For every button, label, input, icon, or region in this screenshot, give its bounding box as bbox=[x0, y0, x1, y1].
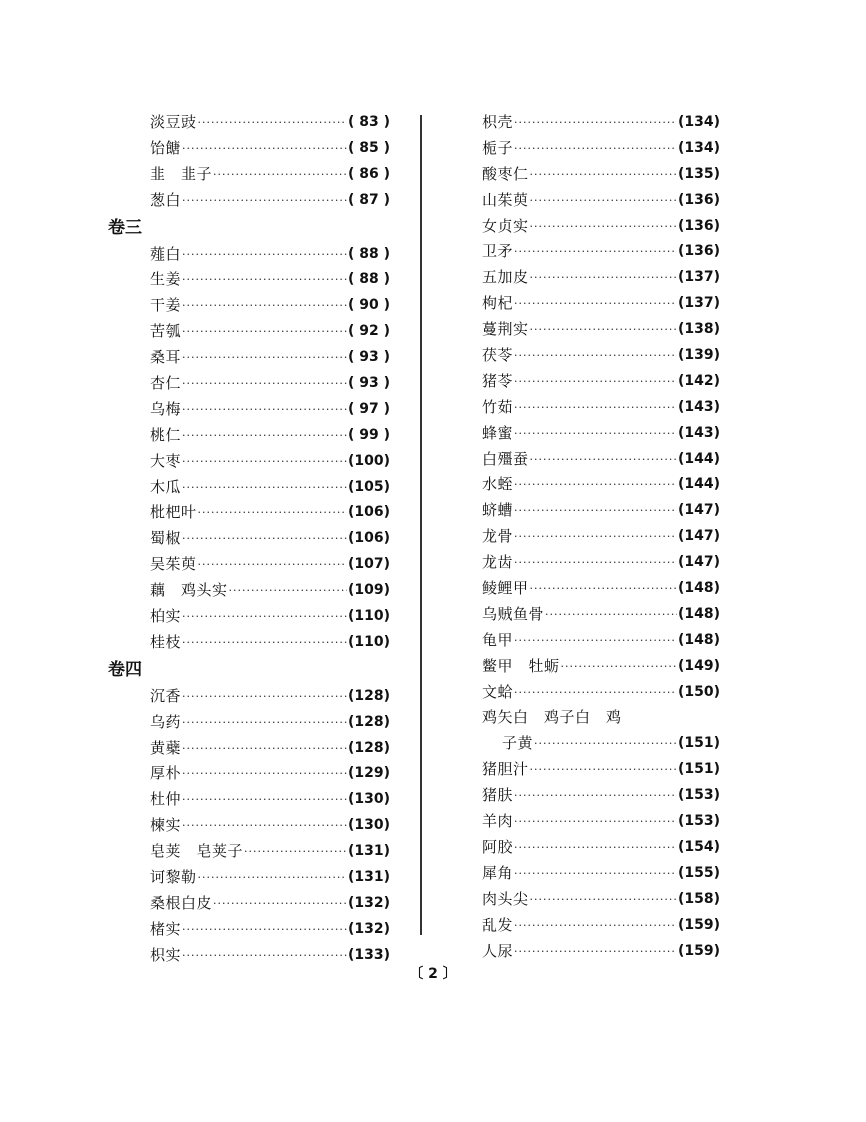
entry-title: 楮实 bbox=[150, 919, 182, 938]
toc-entry bbox=[482, 136, 720, 162]
entry-title: 猪苓 bbox=[482, 371, 514, 390]
entry-title: 水蛭 bbox=[482, 475, 514, 494]
entry-title: 干姜 bbox=[150, 296, 182, 315]
entry-page-number: (151) bbox=[677, 735, 720, 752]
dot-leader bbox=[182, 345, 347, 371]
toc-entry bbox=[108, 917, 390, 943]
entry-page-number: (155) bbox=[677, 864, 720, 881]
dot-leader bbox=[514, 939, 677, 965]
entry-title: 枇杷叶 bbox=[150, 503, 197, 522]
entry-page-number: (138) bbox=[677, 321, 720, 338]
dot-leader bbox=[182, 813, 347, 839]
entry-page-number: (150) bbox=[677, 683, 720, 700]
dot-leader bbox=[514, 239, 677, 265]
toc-entry bbox=[482, 291, 720, 317]
entry-page-number: (128) bbox=[347, 687, 390, 704]
dot-leader bbox=[514, 524, 677, 550]
entry-page-number: (159) bbox=[677, 942, 720, 959]
entry-title: 杏仁 bbox=[150, 374, 182, 393]
dot-leader bbox=[514, 291, 677, 317]
toc-entry bbox=[482, 110, 720, 136]
entry-title: 蔓荆实 bbox=[482, 320, 529, 339]
toc-entry bbox=[108, 449, 390, 475]
toc-entry bbox=[482, 317, 720, 343]
dot-leader bbox=[182, 736, 347, 762]
toc-entry bbox=[482, 783, 720, 809]
toc-entry bbox=[482, 680, 720, 706]
toc-entry bbox=[482, 369, 720, 395]
entry-page-number: (143) bbox=[677, 424, 720, 441]
toc-entry bbox=[482, 757, 720, 783]
entry-page-number: (147) bbox=[677, 554, 720, 571]
entry-page-number: (107) bbox=[347, 556, 390, 573]
dot-leader bbox=[182, 397, 347, 423]
dot-leader bbox=[182, 710, 347, 736]
dot-leader bbox=[530, 265, 677, 291]
toc-entry bbox=[482, 939, 720, 965]
toc-entry bbox=[108, 162, 390, 188]
entry-title: 蛴螬 bbox=[482, 501, 514, 520]
entry-title: 淡豆豉 bbox=[150, 113, 197, 131]
entry-title: 人尿 bbox=[482, 941, 514, 960]
entry-page-number: (147) bbox=[677, 528, 720, 545]
entry-title: 沉香 bbox=[150, 686, 182, 705]
dot-leader bbox=[182, 136, 347, 162]
dot-leader bbox=[182, 319, 347, 345]
entry-title: 蜀椒 bbox=[150, 529, 182, 548]
entry-title: 山茱萸 bbox=[482, 190, 529, 209]
toc-entry bbox=[108, 371, 390, 397]
entry-page-number: (142) bbox=[677, 372, 720, 389]
entry-page-number: (136) bbox=[677, 217, 720, 234]
toc-entry bbox=[482, 835, 720, 861]
dot-leader bbox=[182, 371, 347, 397]
dot-leader bbox=[530, 162, 677, 188]
entry-page-number: (137) bbox=[677, 269, 720, 286]
entry-page-number: (110) bbox=[347, 633, 390, 650]
dot-leader bbox=[530, 317, 677, 343]
entry-page-number: (151) bbox=[677, 761, 720, 778]
dot-leader bbox=[514, 110, 677, 136]
dot-leader bbox=[514, 343, 677, 369]
page-number: 〔 2 〕 bbox=[409, 966, 457, 982]
dot-leader bbox=[530, 188, 677, 214]
dot-leader bbox=[182, 761, 347, 787]
entry-title: 子黄 bbox=[502, 734, 534, 753]
entry-page-number: (110) bbox=[347, 608, 390, 625]
entry-page-number: ( 86 ) bbox=[347, 165, 390, 182]
entry-title: 龟甲 bbox=[482, 630, 514, 649]
entry-title: 黄蘗 bbox=[150, 738, 182, 757]
entry-page-number: ( 99 ) bbox=[347, 426, 390, 443]
toc-entry bbox=[108, 293, 390, 319]
dot-leader bbox=[229, 578, 347, 604]
toc-entry bbox=[108, 891, 390, 917]
dot-leader bbox=[514, 835, 677, 861]
toc-entry bbox=[108, 736, 390, 762]
dot-leader bbox=[182, 604, 347, 630]
dot-leader bbox=[514, 680, 677, 706]
entry-page-number: ( 92 ) bbox=[347, 323, 390, 340]
entry-page-number: ( 85 ) bbox=[347, 139, 390, 156]
toc-entry bbox=[108, 761, 390, 787]
toc-entry bbox=[482, 188, 720, 214]
entry-title: 龙骨 bbox=[482, 527, 514, 546]
entry-page-number: (132) bbox=[347, 894, 390, 911]
dot-leader bbox=[198, 500, 347, 526]
dot-leader bbox=[182, 449, 347, 475]
entry-title: 桑根白皮 bbox=[150, 893, 213, 912]
entry-page-number: (136) bbox=[677, 191, 720, 208]
entry-title: 薤白 bbox=[150, 244, 182, 263]
dot-leader bbox=[213, 891, 347, 917]
toc-entry bbox=[482, 265, 720, 291]
entry-page-number: (148) bbox=[677, 580, 720, 597]
toc-entry bbox=[108, 136, 390, 162]
toc-right-column bbox=[482, 110, 720, 964]
entry-title: 犀角 bbox=[482, 863, 514, 882]
entry-title: 竹茹 bbox=[482, 397, 514, 416]
dot-leader bbox=[182, 242, 347, 268]
toc-entry bbox=[108, 865, 390, 891]
toc-entry bbox=[108, 242, 390, 268]
dot-leader bbox=[561, 654, 677, 680]
entry-title: 鸡矢白 鸡子白 鸡 bbox=[482, 708, 622, 727]
entry-title: 藕 鸡头实 bbox=[150, 581, 228, 600]
entry-title: 鲮鲤甲 bbox=[482, 579, 529, 598]
toc-entry bbox=[482, 887, 720, 913]
toc-entry bbox=[108, 684, 390, 710]
dot-leader bbox=[182, 787, 347, 813]
entry-title: 猪胆汁 bbox=[482, 760, 529, 779]
entry-page-number: (147) bbox=[677, 502, 720, 519]
toc-left-column bbox=[108, 110, 390, 969]
entry-page-number: (153) bbox=[677, 787, 720, 804]
dot-leader bbox=[198, 865, 347, 891]
entry-title: 大枣 bbox=[150, 451, 182, 470]
entry-page-number: (106) bbox=[347, 504, 390, 521]
entry-title: 蜂蜜 bbox=[482, 423, 514, 442]
entry-page-number: ( 97 ) bbox=[347, 400, 390, 417]
toc-entry bbox=[108, 475, 390, 501]
toc-entry bbox=[482, 809, 720, 835]
toc-entry bbox=[482, 421, 720, 447]
toc-entry bbox=[108, 319, 390, 345]
entry-title: 猪肤 bbox=[482, 786, 514, 805]
dot-leader bbox=[514, 628, 677, 654]
entry-title: 五加皮 bbox=[482, 268, 529, 287]
toc-entry bbox=[482, 628, 720, 654]
toc-entry bbox=[108, 110, 390, 136]
entry-title: 饴餹 bbox=[150, 138, 182, 157]
entry-page-number: (148) bbox=[677, 605, 720, 622]
entry-page-number: (134) bbox=[677, 139, 720, 156]
entry-title: 韭 韭子 bbox=[150, 164, 213, 183]
entry-title: 生姜 bbox=[150, 270, 182, 289]
dot-leader bbox=[182, 684, 347, 710]
toc-entry bbox=[482, 447, 720, 473]
entry-title: 皂荚 皂荚子 bbox=[150, 842, 244, 861]
volume-heading: 卷四 bbox=[108, 659, 142, 680]
entry-page-number: (139) bbox=[677, 347, 720, 364]
dot-leader bbox=[198, 552, 347, 578]
entry-page-number: (129) bbox=[347, 765, 390, 782]
entry-page-number: (137) bbox=[677, 295, 720, 312]
entry-page-number: (132) bbox=[347, 920, 390, 937]
entry-page-number: (100) bbox=[347, 452, 390, 469]
dot-leader bbox=[514, 472, 677, 498]
entry-page-number: (136) bbox=[677, 243, 720, 260]
volume-heading: 卷三 bbox=[108, 217, 142, 238]
entry-page-number: (143) bbox=[677, 398, 720, 415]
entry-title: 肉头尖 bbox=[482, 889, 529, 908]
entry-title: 乌贼鱼骨 bbox=[482, 604, 545, 623]
dot-leader bbox=[514, 783, 677, 809]
toc-entry bbox=[108, 604, 390, 630]
entry-title: 卫矛 bbox=[482, 242, 514, 261]
entry-title: 厚朴 bbox=[150, 764, 182, 783]
toc-entry bbox=[482, 654, 720, 680]
toc-entry bbox=[108, 787, 390, 813]
dot-leader bbox=[182, 267, 347, 293]
toc-entry bbox=[482, 550, 720, 576]
entry-title: 栀子 bbox=[482, 138, 514, 157]
toc-entry bbox=[482, 214, 720, 240]
entry-title: 木瓜 bbox=[150, 477, 182, 496]
toc-entry bbox=[108, 397, 390, 423]
toc-entry bbox=[482, 731, 720, 757]
entry-page-number: (105) bbox=[347, 478, 390, 495]
entry-title: 吴茱萸 bbox=[150, 555, 197, 574]
dot-leader bbox=[182, 423, 347, 449]
entry-page-number: ( 87 ) bbox=[347, 191, 390, 208]
toc-entry bbox=[108, 526, 390, 552]
dot-leader bbox=[514, 136, 677, 162]
entry-page-number: (153) bbox=[677, 813, 720, 830]
entry-page-number: (148) bbox=[677, 631, 720, 648]
entry-page-number: (109) bbox=[347, 582, 390, 599]
entry-title: 诃黎勒 bbox=[150, 868, 197, 887]
entry-page-number: ( 88 ) bbox=[347, 245, 390, 262]
toc-entry bbox=[482, 239, 720, 265]
dot-leader bbox=[530, 576, 677, 602]
entry-page-number: (106) bbox=[347, 530, 390, 547]
entry-title: 枸杞 bbox=[482, 294, 514, 313]
toc-entry bbox=[482, 861, 720, 887]
entry-title: 龙齿 bbox=[482, 553, 514, 572]
dot-leader bbox=[244, 839, 347, 865]
entry-page-number: (131) bbox=[347, 869, 390, 886]
entry-title: 酸枣仁 bbox=[482, 164, 529, 183]
toc-entry bbox=[108, 267, 390, 293]
toc-entry bbox=[482, 913, 720, 939]
toc-entry bbox=[108, 839, 390, 865]
entry-page-number: (154) bbox=[677, 838, 720, 855]
entry-page-number: (158) bbox=[677, 890, 720, 907]
dot-leader bbox=[545, 602, 677, 628]
entry-title: 乌梅 bbox=[150, 399, 182, 418]
dot-leader bbox=[514, 809, 677, 835]
entry-title: 女贞实 bbox=[482, 216, 529, 235]
entry-page-number: (130) bbox=[347, 817, 390, 834]
entry-title: 枳壳 bbox=[482, 113, 514, 131]
entry-title: 葱白 bbox=[150, 190, 182, 209]
dot-leader bbox=[530, 447, 677, 473]
dot-leader bbox=[514, 861, 677, 887]
entry-title: 苦瓠 bbox=[150, 322, 182, 341]
dot-leader bbox=[182, 475, 347, 501]
entry-title: 茯苓 bbox=[482, 346, 514, 365]
entry-title: 桂枝 bbox=[150, 632, 182, 651]
entry-page-number: ( 93 ) bbox=[347, 375, 390, 392]
entry-title: 鳖甲 牡蛎 bbox=[482, 656, 560, 675]
entry-title: 阿胶 bbox=[482, 837, 514, 856]
dot-leader bbox=[514, 550, 677, 576]
entry-page-number: ( 88 ) bbox=[347, 271, 390, 288]
entry-page-number: (128) bbox=[347, 739, 390, 756]
entry-title: 乱发 bbox=[482, 915, 514, 934]
entry-page-number: (133) bbox=[347, 946, 390, 963]
dot-leader bbox=[182, 188, 347, 214]
dot-leader bbox=[534, 731, 677, 757]
entry-page-number: ( 90 ) bbox=[347, 297, 390, 314]
toc-entry bbox=[108, 813, 390, 839]
entry-page-number: (149) bbox=[677, 657, 720, 674]
toc-entry bbox=[482, 602, 720, 628]
entry-page-number: ( 93 ) bbox=[347, 349, 390, 366]
entry-page-number: (144) bbox=[677, 476, 720, 493]
dot-leader bbox=[514, 913, 677, 939]
toc-entry bbox=[108, 710, 390, 736]
dot-leader bbox=[198, 110, 347, 136]
toc-entry bbox=[482, 524, 720, 550]
entry-page-number: (131) bbox=[347, 843, 390, 860]
toc-entry bbox=[482, 395, 720, 421]
dot-leader bbox=[514, 369, 677, 395]
entry-page-number: ( 83 ) bbox=[347, 114, 390, 130]
entry-page-number: (159) bbox=[677, 916, 720, 933]
dot-leader bbox=[514, 498, 677, 524]
entry-page-number: (128) bbox=[347, 713, 390, 730]
entry-title: 桑耳 bbox=[150, 348, 182, 367]
dot-leader bbox=[182, 293, 347, 319]
entry-title: 白殭蚕 bbox=[482, 449, 529, 468]
toc-entry bbox=[482, 576, 720, 602]
entry-page-number: (134) bbox=[677, 114, 720, 130]
entry-title: 柏实 bbox=[150, 607, 182, 626]
entry-title: 文蛤 bbox=[482, 682, 514, 701]
entry-page-number: (130) bbox=[347, 791, 390, 808]
toc-entry bbox=[482, 472, 720, 498]
toc-entry bbox=[108, 552, 390, 578]
column-divider bbox=[420, 115, 422, 935]
toc-entry bbox=[482, 162, 720, 188]
toc-entry bbox=[108, 500, 390, 526]
dot-leader bbox=[530, 887, 677, 913]
dot-leader bbox=[182, 526, 347, 552]
entry-page-number: (144) bbox=[677, 450, 720, 467]
toc-entry bbox=[108, 345, 390, 371]
dot-leader bbox=[514, 421, 677, 447]
toc-entry bbox=[108, 188, 390, 214]
dot-leader bbox=[213, 162, 347, 188]
entry-title: 楝实 bbox=[150, 816, 182, 835]
entry-page-number: (135) bbox=[677, 165, 720, 182]
dot-leader bbox=[182, 630, 347, 656]
entry-title: 杜仲 bbox=[150, 790, 182, 809]
toc-entry bbox=[482, 498, 720, 524]
toc-entry bbox=[108, 630, 390, 656]
toc-entry bbox=[108, 578, 390, 604]
entry-title: 乌药 bbox=[150, 712, 182, 731]
toc-entry bbox=[108, 423, 390, 449]
entry-title: 羊肉 bbox=[482, 812, 514, 831]
toc-entry bbox=[482, 343, 720, 369]
dot-leader bbox=[530, 757, 677, 783]
entry-title: 桃仁 bbox=[150, 425, 182, 444]
dot-leader bbox=[182, 917, 347, 943]
dot-leader bbox=[530, 214, 677, 240]
toc-entry bbox=[482, 705, 720, 731]
entry-title: 枳实 bbox=[150, 945, 182, 964]
dot-leader bbox=[514, 395, 677, 421]
